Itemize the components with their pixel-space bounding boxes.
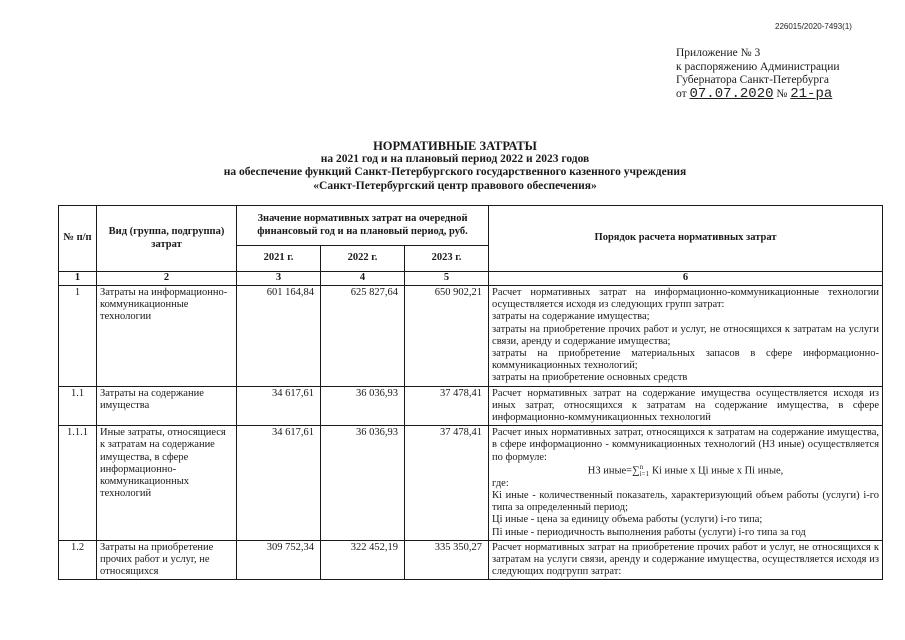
variable-definition: Пi иные - периодичность выполнения работы (услуги) i-го типа за год <box>492 526 806 538</box>
procedure-line: Расчет нормативных затрат на приобретение прочих работ и услуг, не относящихся к затратам на услуги связи, аренду и содержание имущества, осуществляется исходя из следующих подгрупп затрат: <box>492 541 880 578</box>
formula-rhs: Кi иные x Цi иные x Пi иные, <box>652 465 784 477</box>
row-cost-name: Затраты на информационно-коммуникационные технологии <box>97 286 237 387</box>
appendix-block <box>676 47 900 101</box>
row-value-2022: 625 827,64 <box>321 286 405 387</box>
row-procedure <box>489 286 883 387</box>
sum-lower-limit: i=1 <box>639 469 650 478</box>
where-label: где: <box>492 477 509 489</box>
header-year-2022: 2022 г. <box>321 246 405 272</box>
column-number: 6 <box>489 272 883 286</box>
row-procedure <box>489 426 883 541</box>
header-num: № п/п <box>59 206 97 272</box>
title-line: «Санкт-Петербургский центр правового обеспечения» <box>313 179 597 192</box>
row-cost-name: Иные затраты, относящиеся к затратам на содержание имущества, в сфере информационно-коммуникационных технологий <box>97 426 237 541</box>
row-cost-name: Затраты на приобретение прочих работ и услуг, не относящихся <box>97 540 237 580</box>
header-value-group: Значение нормативных затрат на очередной финансовый год и на плановый период, руб. <box>237 206 489 246</box>
appendix-number: 21-ра <box>790 85 833 102</box>
row-value-2023: 37 478,41 <box>405 386 489 426</box>
appendix-date: 07.07.2020 <box>689 85 774 102</box>
normative-costs-table <box>58 205 883 580</box>
date-prefix: от <box>676 87 687 100</box>
row-num: 1.1.1 <box>59 426 97 541</box>
row-value-2022: 322 452,19 <box>321 540 405 580</box>
row-num: 1.2 <box>59 540 97 580</box>
header-year-2021: 2021 г. <box>237 246 321 272</box>
procedure-line: затраты на приобретение материальных запасов в сфере информационно-коммуникационных технологий; <box>492 348 880 372</box>
table-row <box>59 426 883 541</box>
procedure-line: затраты на содержание имущества; <box>492 311 650 323</box>
procedure-line: Расчет нормативных затрат на информационно-коммуникационные технологии осуществляется исходя из следующих групп затрат: <box>492 287 880 311</box>
table-row <box>59 540 883 580</box>
title-line: НОРМАТИВНЫЕ ЗАТРАТЫ <box>373 139 537 153</box>
variable-definition: Кi иные - количественный показатель, характеризующий объем работы (услуги) i-го типа за определенный период; <box>492 490 880 514</box>
header-procedure: Порядок расчета нормативных затрат <box>489 206 883 272</box>
procedure-line: затраты на приобретение прочих работ и услуг, не относящихся к затратам на услуги связи, аренду и содержание имущества; <box>492 323 880 347</box>
variable-definition: Цi иные - цена за единицу объема работы (услуги) i-го типа; <box>492 514 763 526</box>
sum-symbol: ∑ <box>632 465 640 477</box>
row-value-2022: 36 036,93 <box>321 426 405 541</box>
column-number: 5 <box>405 272 489 286</box>
row-procedure <box>489 540 883 580</box>
column-number: 1 <box>59 272 97 286</box>
appendix-line: Губернатора Санкт-Петербурга <box>676 74 829 86</box>
appendix-line: Приложение № 3 <box>676 47 761 59</box>
table-row <box>59 386 883 426</box>
title-line: на обеспечение функций Санкт-Петербургского государственного казенного учреждения <box>223 166 687 179</box>
row-value-2021: 34 617,61 <box>237 426 321 541</box>
column-number: 2 <box>97 272 237 286</box>
row-cost-name: Затраты на содержание имущества <box>97 386 237 426</box>
header-kind: Вид (группа, подгруппа) затрат <box>97 206 237 272</box>
table-row <box>59 286 883 387</box>
document-id: 226015/2020-7493(1) <box>775 22 852 31</box>
appendix-date-line <box>676 85 900 102</box>
row-procedure <box>489 386 883 426</box>
procedure-line: затраты на приобретение основных средств <box>492 372 688 384</box>
formula <box>492 464 879 478</box>
procedure-line: Расчет нормативных затрат на содержание имущества осуществляется исходя из иных затрат, относящихся к затратам на содержание имущества, в сфере информационно-коммуникационных технологий <box>492 387 880 424</box>
document-title <box>190 140 720 193</box>
number-prefix: № <box>776 87 788 100</box>
sum-upper-limit: n <box>639 462 644 471</box>
row-value-2023: 335 350,27 <box>405 540 489 580</box>
row-num: 1.1 <box>59 386 97 426</box>
row-num: 1 <box>59 286 97 387</box>
appendix-line: к распоряжению Администрации <box>676 60 840 73</box>
row-value-2021: 309 752,34 <box>237 540 321 580</box>
row-value-2021: 34 617,61 <box>237 386 321 426</box>
formula-lhs: НЗ иные= <box>587 465 633 477</box>
row-value-2023: 37 478,41 <box>405 426 489 541</box>
column-number: 3 <box>237 272 321 286</box>
title-line: на 2021 год и на плановый период 2022 и 2023 годов <box>320 153 590 166</box>
row-value-2021: 601 164,84 <box>237 286 321 387</box>
row-value-2023: 650 902,21 <box>405 286 489 387</box>
row-value-2022: 36 036,93 <box>321 386 405 426</box>
column-number: 4 <box>321 272 405 286</box>
procedure-line: Расчет иных нормативных затрат, относящихся к затратам на содержание имущества, в сфере информационно - коммуникационных технологий (НЗ иные) осуществляется по формуле: <box>492 427 880 463</box>
header-year-2023: 2023 г. <box>405 246 489 272</box>
